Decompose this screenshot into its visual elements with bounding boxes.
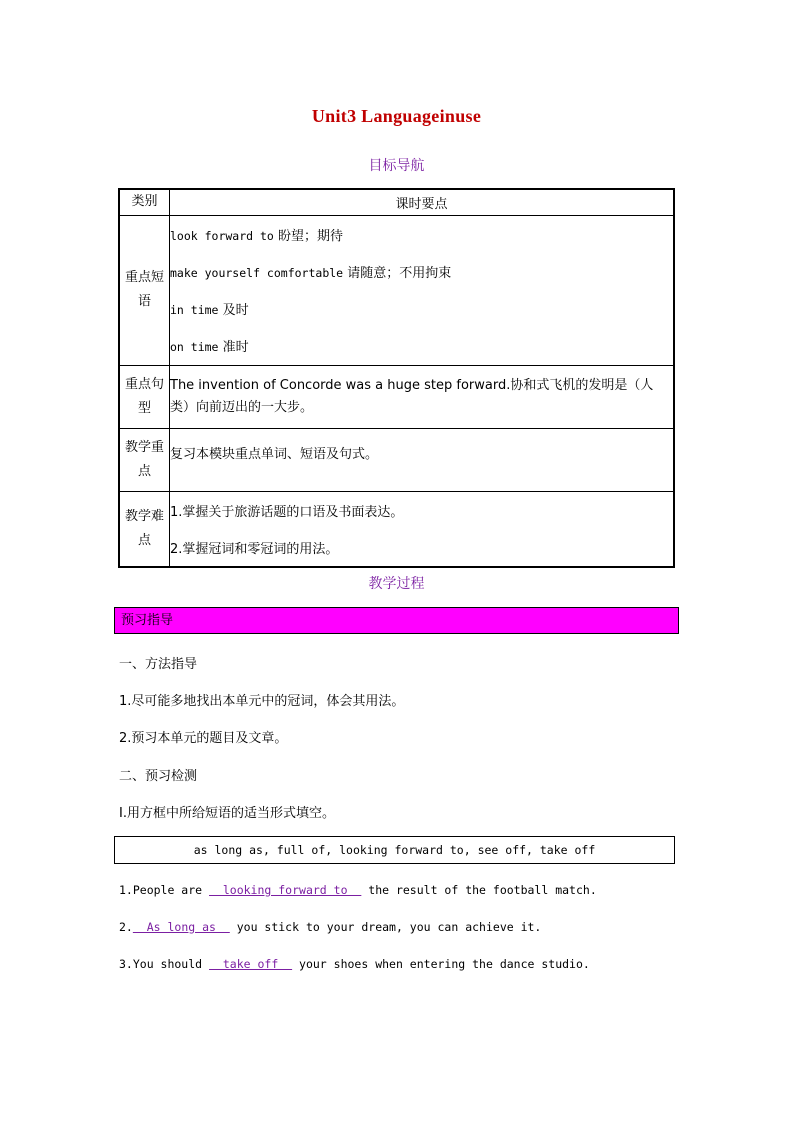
table-row <box>119 365 674 428</box>
difficulty-item: 2.掌握冠词和零冠词的用法。 <box>170 541 339 557</box>
objectives-table <box>118 188 675 568</box>
row-content <box>170 215 675 365</box>
row-content: The invention of Concorde was a huge step forward.协和式飞机的发明是（人类）向前迈出的一大步。 <box>170 365 675 428</box>
page-title: Unit3 Languageinuse <box>311 106 482 126</box>
phrase-item: in time 及时 <box>170 303 249 318</box>
answer-blank: As long as <box>132 920 230 934</box>
header-category: 类别 <box>119 189 170 215</box>
paragraph: 二、预习检测 <box>119 769 198 784</box>
paragraph: 1.尽可能多地找出本单元中的冠词，体会其用法。 <box>119 694 405 709</box>
phrase-item: on time 准时 <box>170 340 249 355</box>
paragraph: 2.预习本单元的题目及文章。 <box>119 731 288 746</box>
preview-guide-bar: 预习指导 <box>114 607 679 634</box>
difficulty-item: 1.掌握关于旅游话题的口语及书面表达。 <box>170 504 404 520</box>
question-item: 1.People are looking forward to the result of the football match. <box>119 883 597 897</box>
paragraph: 一、方法指导 <box>119 657 198 672</box>
table-row <box>119 215 674 365</box>
row-content <box>170 491 675 567</box>
question-item: 3.You should take off your shoes when entering the dance studio. <box>119 957 590 971</box>
table-header-row <box>119 189 674 215</box>
table-row <box>119 491 674 567</box>
section-title-goals: 目标导航 <box>368 158 425 174</box>
paragraph: Ⅰ.用方框中所给短语的适当形式填空。 <box>119 806 335 821</box>
row-category: 重点短语 <box>119 215 170 365</box>
header-points: 课时要点 <box>170 189 675 215</box>
section-title-process: 教学过程 <box>368 576 425 592</box>
question-item: 2. As long as you stick to your dream, you can achieve it. <box>119 920 542 934</box>
phrase-item: look forward to 盼望；期待 <box>170 229 344 244</box>
row-category: 教学难点 <box>119 491 170 567</box>
row-content: 复习本模块重点单词、短语及句式。 <box>170 428 675 491</box>
answer-blank: take off <box>209 957 293 971</box>
answer-blank: looking forward to <box>209 883 362 897</box>
phrase-box: as long as, full of, looking forward to, see off, take off <box>114 836 675 864</box>
row-category: 教学重点 <box>119 428 170 491</box>
row-category: 重点句型 <box>119 365 170 428</box>
table-row <box>119 428 674 491</box>
phrase-item: make yourself comfortable 请随意；不用拘束 <box>170 266 452 281</box>
